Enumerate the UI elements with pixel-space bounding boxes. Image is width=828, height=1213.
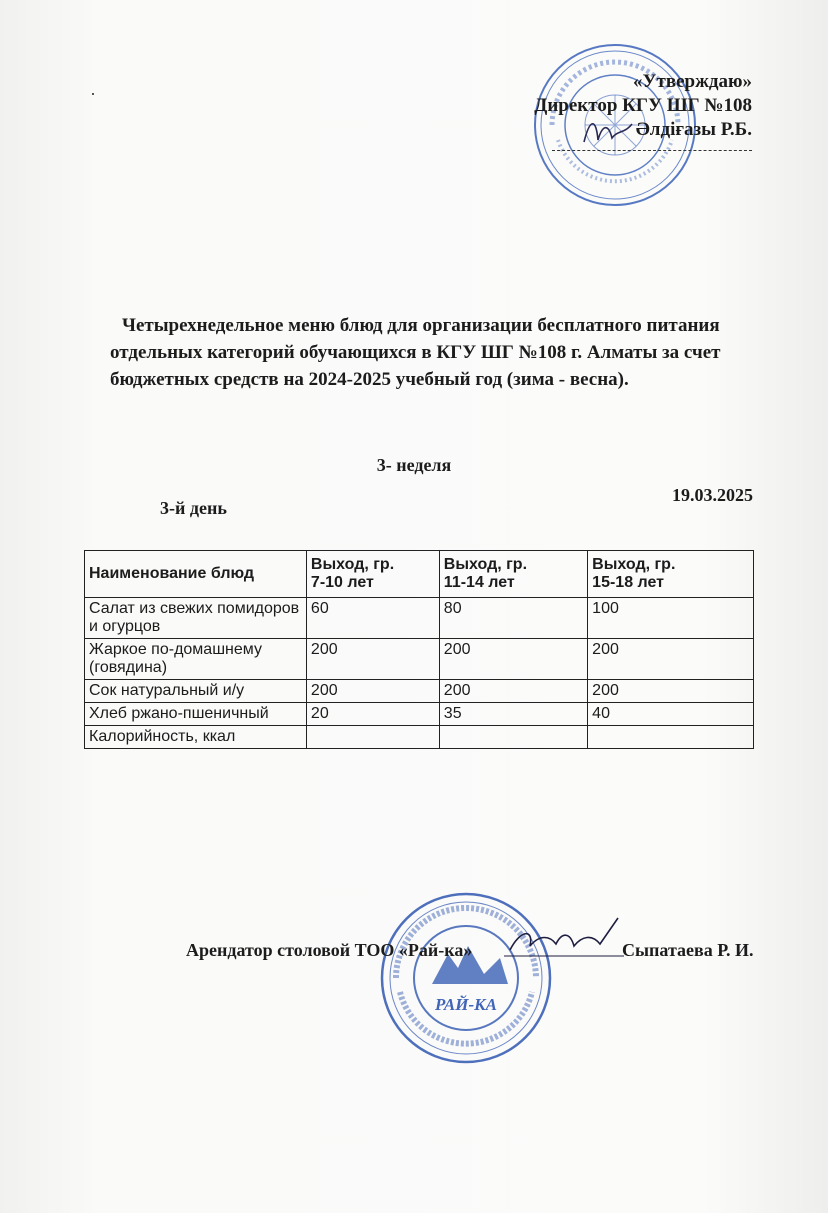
dish-name: Салат из свежих помидоров и огурцов	[85, 598, 307, 639]
approval-position: Директор КГУ ШГ №108	[534, 95, 752, 116]
day-label: 3-й день	[160, 498, 227, 518]
document-title: Четырехнедельное меню блюд для организации бесплатного питания отдельных категорий обучающихся в КГУ ШГ №108 г. Алматы за счет бюджетных средств на 2024-2025 учебный год (зима - весна).	[110, 315, 721, 390]
portion-cell: 200	[439, 680, 587, 703]
portion-cell	[588, 726, 754, 749]
portion-cell: 200	[306, 680, 439, 703]
dish-name: Жаркое по-домашнему (говядина)	[85, 639, 307, 680]
portion-cell: 20	[306, 703, 439, 726]
portion-cell: 200	[439, 639, 587, 680]
portion-cell: 200	[306, 639, 439, 680]
tenant-name: Сыпатаева Р. И.	[622, 940, 754, 960]
portion-cell: 100	[588, 598, 754, 639]
portion-cell	[306, 726, 439, 749]
portion-cell: 200	[588, 680, 754, 703]
dish-name: Хлеб ржано-пшеничный	[85, 703, 307, 726]
portion-cell: 35	[439, 703, 587, 726]
table-row	[85, 680, 754, 703]
portion-cell	[439, 726, 587, 749]
table-row	[85, 703, 754, 726]
approval-name: Әлдіғазы Р.Б.	[635, 119, 752, 140]
table-row	[85, 726, 754, 749]
table-header-row	[85, 551, 754, 598]
header-portion-7-10: Выход, гр. 7-10 лет	[306, 551, 439, 598]
week-label: 3- неделя	[376, 455, 452, 475]
table-row	[85, 639, 754, 680]
dish-name: Калорийность, ккал	[85, 726, 307, 749]
portion-cell: 40	[588, 703, 754, 726]
approval-block	[534, 70, 752, 151]
portion-cell: 200	[588, 639, 754, 680]
header-portion-15-18: Выход, гр. 15-18 лет	[588, 551, 754, 598]
header-portion-11-14: Выход, гр. 11-14 лет	[439, 551, 587, 598]
header-dish-name: Наименование блюд	[85, 551, 307, 598]
speck	[92, 93, 94, 95]
portion-cell: 80	[439, 598, 587, 639]
stamp-logo-text: РАЙ-КА	[435, 995, 497, 1014]
signature-block	[186, 940, 766, 961]
portion-cell: 60	[306, 598, 439, 639]
dish-name: Сок натуральный и/у	[85, 680, 307, 703]
menu-date: 19.03.2025	[672, 485, 753, 505]
tenant-label: Арендатор столовой ТОО «Рай-ка»	[186, 940, 473, 960]
approval-heading: «Утверждаю»	[633, 71, 752, 92]
menu-table	[84, 550, 754, 749]
director-signature	[578, 112, 638, 152]
table-row	[85, 598, 754, 639]
